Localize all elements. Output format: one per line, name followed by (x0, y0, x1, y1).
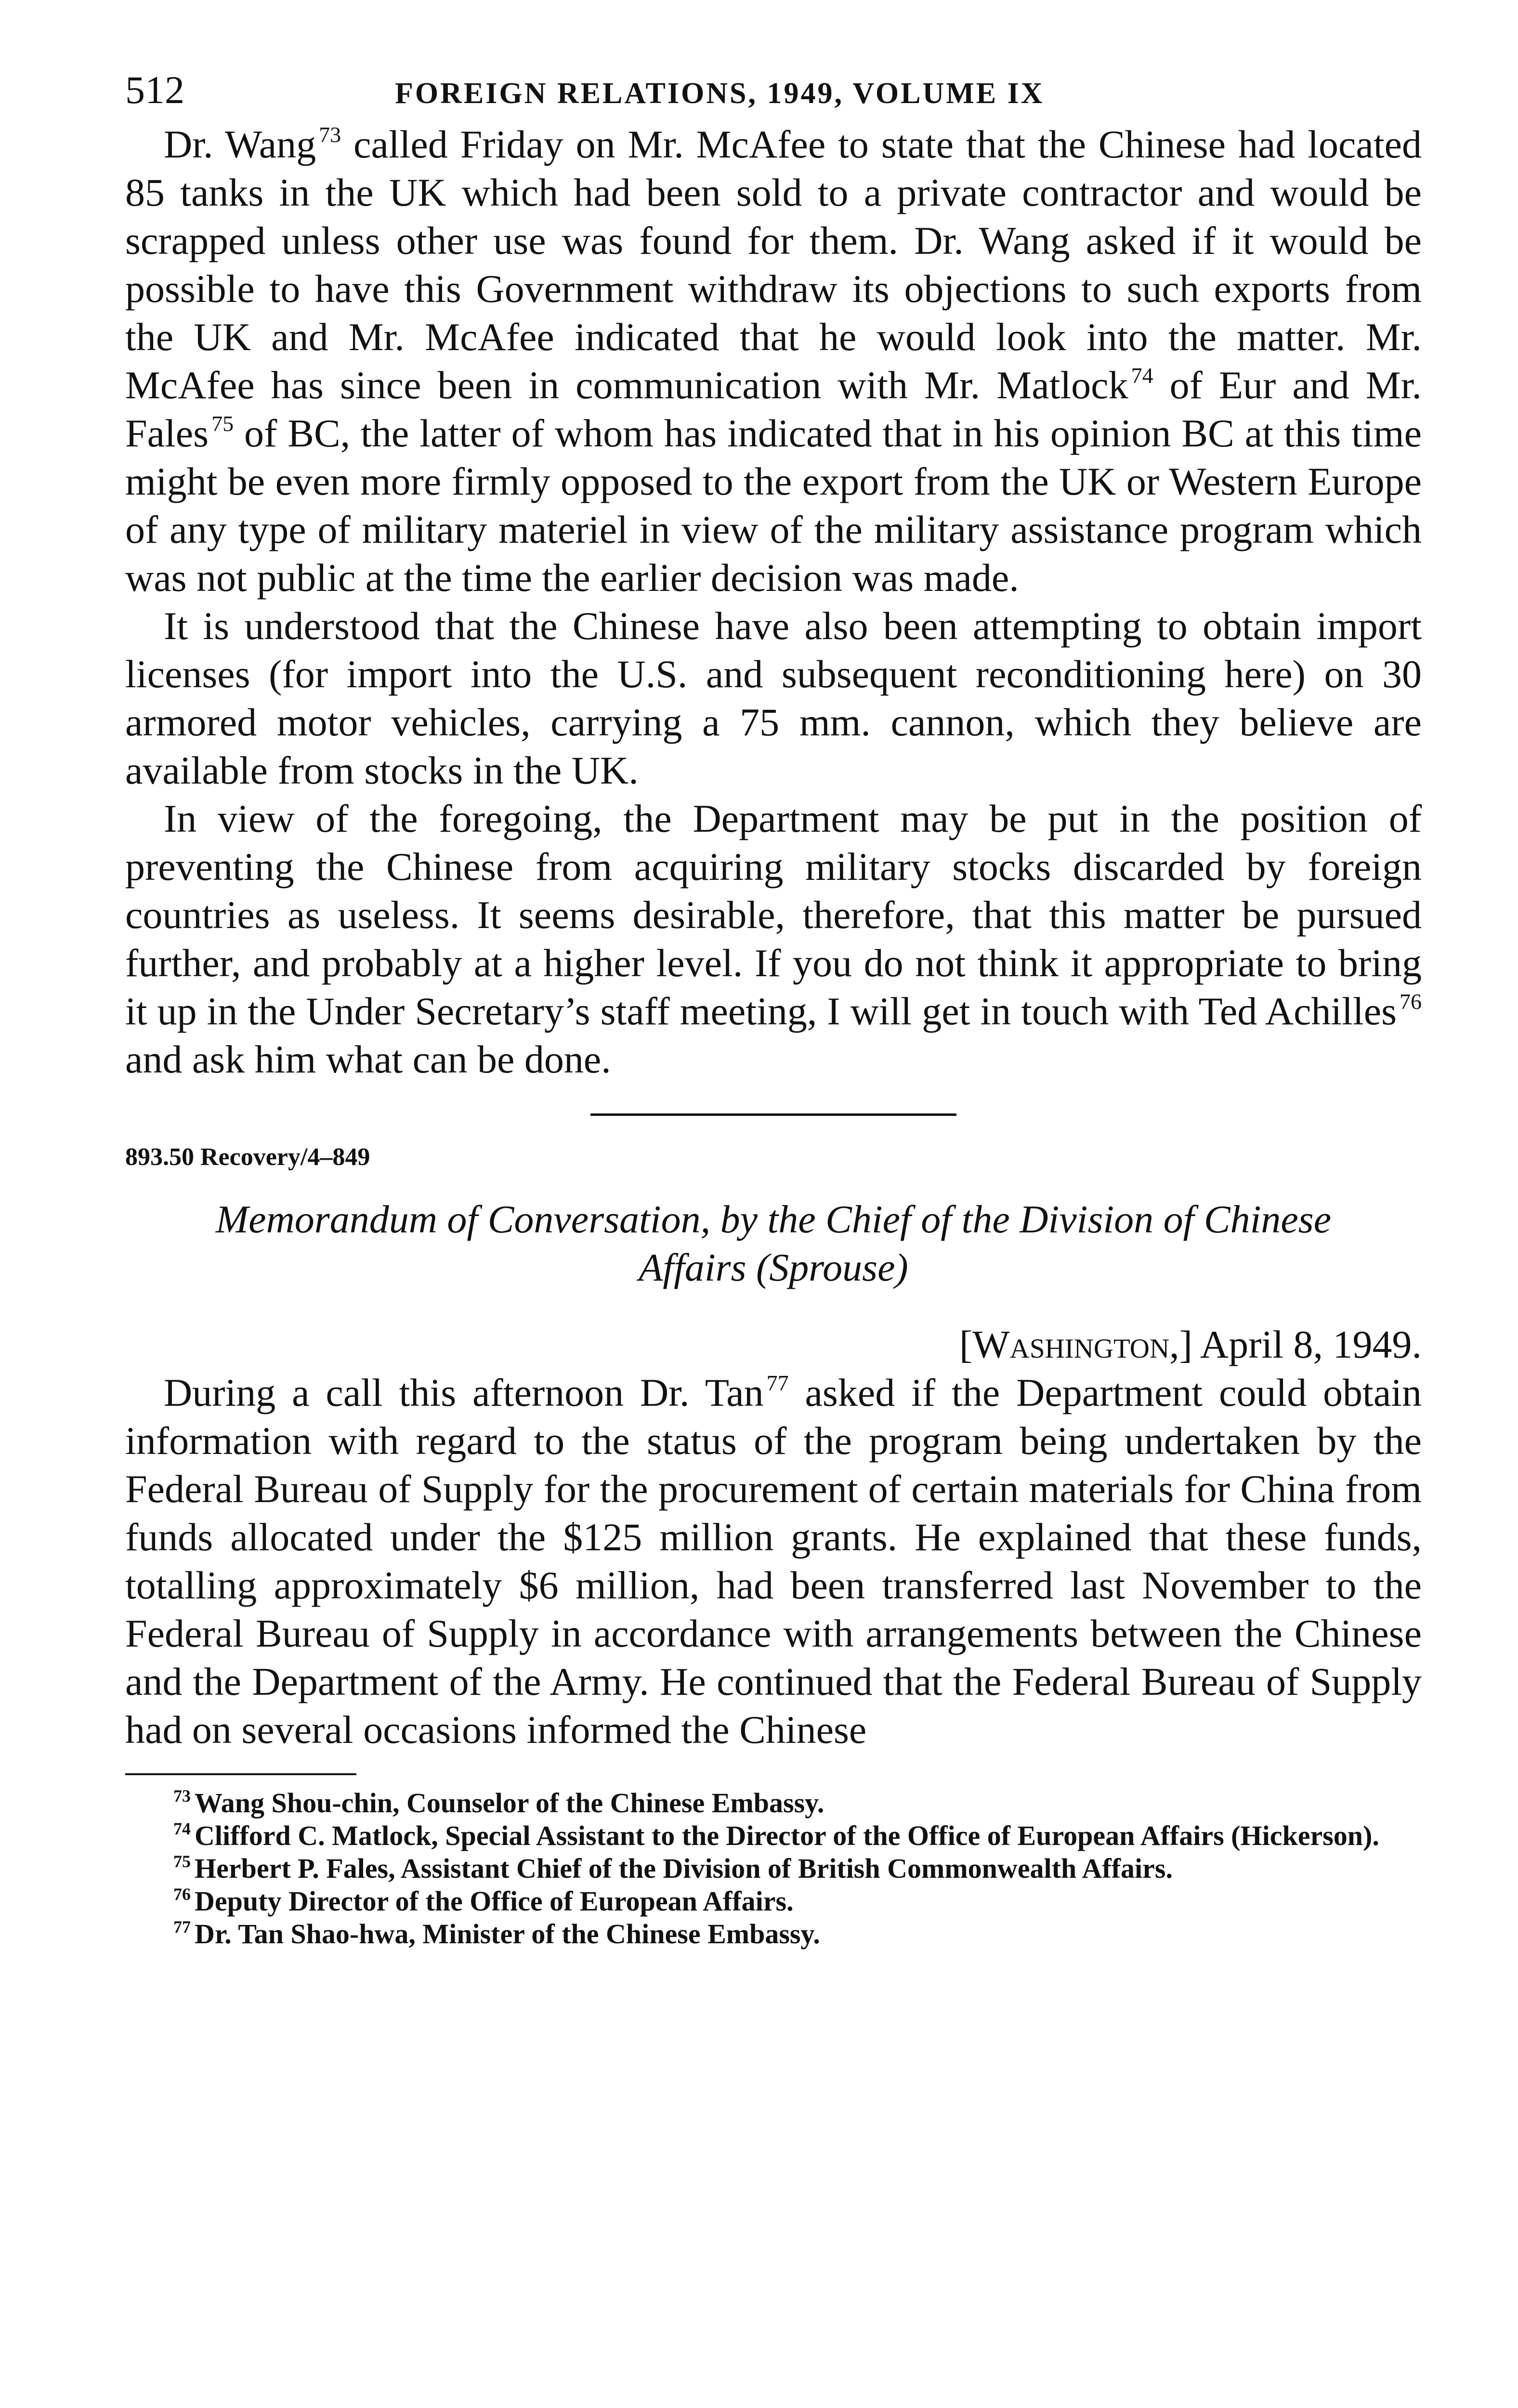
footnote: $^{74}$ Clifford C. Matlock, Special Assistant to the Director of the Office of European Affairs (Hickerson). (173, 1819, 1379, 1851)
footnote: $^{75}$ Herbert P. Fales, Assistant Chief of the Division of British Commonwealth Affairs. (173, 1852, 1173, 1884)
paragraph: During a call this afternoon Dr. Tan $^{77}$ asked if the Department could obtain information with regard to the status of the program being undertaken by the Federal Bureau of Supply for the procurement of certain materials for China from funds allocated under the $125 million grants. He explained that these funds, totalling approximately $6 million, had been transferred last November to the Federal Bureau of Supply in accordance with arrangements between the Chinese and the Department of the Army. He continued that the Federal Bureau of Supply had on several occasions informed the Chinese (125, 1371, 1422, 1752)
footnote-mark: 75 (173, 1852, 191, 1871)
footnote: $^{77}$ Dr. Tan Shao-hwa, Minister of the Chinese Embassy. (173, 1917, 820, 1950)
running-head: FOREIGN RELATIONS, 1949, VOLUME IX (395, 77, 1045, 110)
dateline-date: April 8, 1949. (1200, 1322, 1422, 1366)
section-divider (590, 1113, 956, 1116)
document-title: Memorandum of Conversation, by the Chief of the Division of Chinese Affairs (Sprouse) (215, 1197, 1332, 1289)
footnote-mark: 74 (173, 1819, 191, 1838)
footnote-ref[interactable]: 77 (766, 1371, 789, 1395)
memorandum-body-top (125, 120, 1422, 1084)
footnote-ref[interactable]: 75 (211, 411, 234, 436)
paragraph: In view of the foregoing, the Department may be put in the position of preventing the Chinese from acquiring military stocks discarded by foreign countries as useless. It seems desirable, therefore, that this matter be pursued further, and probably at a higher level. If you do not think it appropriate to bring it up in the Under Secretary’s staff meeting, I will get in touch with Ted Achilles $^{76}$ and ask him what can be done. (125, 797, 1422, 1081)
page-header (125, 67, 1422, 120)
paragraph: Dr. Wang $^{73}$ called Friday on Mr. McAfee to state that the Chinese had located 85 tanks in the UK which had been sold to a private contractor and would be scrapped unless other use was found for them. Dr. Wang asked if it would be possible to have this Government withdraw its objections to such exports from the UK and Mr. McAfee indicated that he would look into the matter. Mr. McAfee has since been in communication with Mr. Matlock $^{74}$ of Eur and Mr. Fales $^{75}$ of BC, the latter of whom has indicated that in his opinion BC at this time might be even more firmly opposed to the export from the UK or Western Europe of any type of military materiel in view of the military assistance program which was not public at the time the earlier decision was made. (125, 122, 1422, 600)
file-number: 893.50 Recovery/4–849 (125, 1143, 370, 1171)
footnote-mark: 76 (173, 1885, 191, 1904)
memorandum-body-bottom (125, 1369, 1422, 1754)
footnotes (125, 1787, 1422, 1950)
footnote-mark: 77 (173, 1917, 191, 1937)
footnote-ref[interactable]: 73 (319, 122, 341, 147)
footnote-ref[interactable]: 74 (1131, 363, 1153, 388)
footnote-mark: 73 (173, 1786, 191, 1806)
page-number: 512 (125, 68, 184, 112)
dateline-place: [Washington,] (959, 1322, 1192, 1366)
footnote: $^{76}$ Deputy Director of the Office of European Affairs. (173, 1885, 794, 1917)
dateline (125, 1321, 1422, 1369)
footnote-divider (125, 1773, 356, 1775)
paragraph: It is understood that the Chinese have also been attempting to obtain import licenses (for import into the U.S. and subsequent reconditioning here) on 30 armored motor vehicles, carrying a 75 mm. cannon, which they believe are available from stocks in the UK. (125, 604, 1422, 792)
footnote: $^{73}$ Wang Shou-chin, Counselor of the Chinese Embassy. (173, 1786, 824, 1819)
footnote-ref[interactable]: 76 (1400, 989, 1422, 1014)
